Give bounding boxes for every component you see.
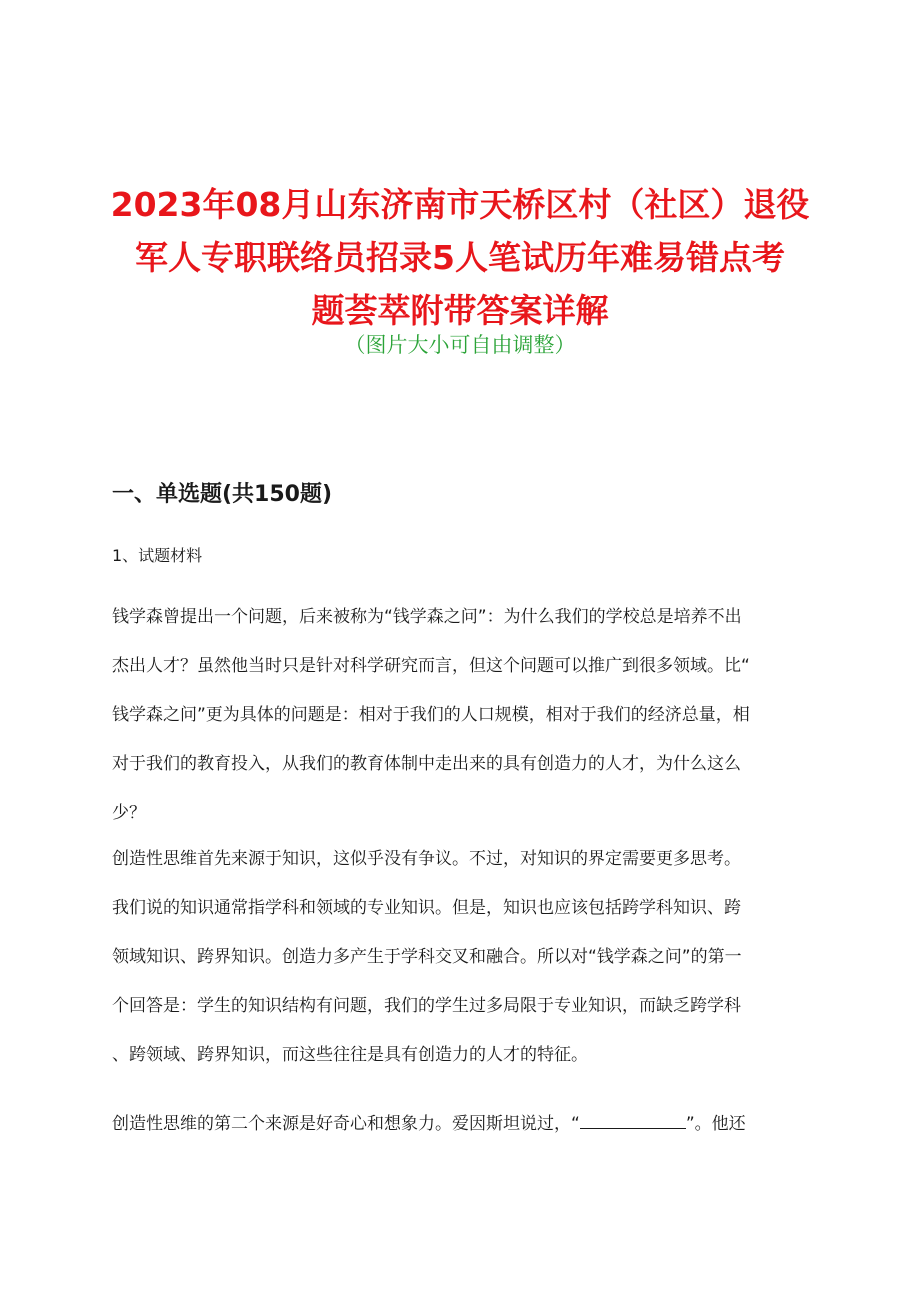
title-line-1: 2023年08月山东济南市天桥区村（社区）退役 <box>110 185 810 224</box>
paragraph-line: 、跨领域、跨界知识，而这些往往是具有创造力的人才的特征。 <box>112 1045 588 1065</box>
paragraph-1 <box>112 604 812 849</box>
fill-in-blank <box>580 1110 686 1129</box>
title-line-2: 军人专职联络员招录5人笔试历年难易错点考 <box>135 238 785 277</box>
paragraph-line: 钱学森之问”更为具体的问题是：相对于我们的人口规模，相对于我们的经济总量，相 <box>112 705 750 725</box>
title-line-3: 题荟萃附带答案详解 <box>311 291 609 330</box>
text-after-blank: ”。他还 <box>685 1114 746 1134</box>
paragraph-line: 个回答是：学生的知识结构有问题，我们的学生过多局限于专业知识，而缺乏跨学科 <box>112 996 741 1016</box>
paragraph-line: 对于我们的教育投入，从我们的教育体制中走出来的具有创造力的人才，为什么这么 <box>112 754 741 774</box>
question-label: 1、试题材料 <box>112 546 203 565</box>
document-title <box>100 178 820 337</box>
paragraph-2 <box>112 846 812 1091</box>
paragraph-line: 钱学森曾提出一个问题，后来被称为“钱学森之问”：为什么我们的学校总是培养不出 <box>112 607 742 627</box>
paragraph-line-with-blank <box>112 1110 812 1159</box>
paragraph-line: 杰出人才？虽然他当时只是针对科学研究而言，但这个问题可以推广到很多领域。比“ <box>112 656 750 676</box>
paragraph-3 <box>112 1110 812 1159</box>
text-before-blank: 创造性思维的第二个来源是好奇心和想象力。爱因斯坦说过，“ <box>112 1114 580 1134</box>
paragraph-line: 我们说的知识通常指学科和领域的专业知识。但是，知识也应该包括跨学科知识、跨 <box>112 898 741 918</box>
section-heading: 一、单选题(共150题) <box>112 482 333 507</box>
subtitle-note: （图片大小可自由调整） <box>344 333 576 357</box>
paragraph-line: 领域知识、跨界知识。创造力多产生于学科交叉和融合。所以对“钱学森之问”的第一 <box>112 947 742 967</box>
paragraph-line: 少？ <box>112 803 146 823</box>
paragraph-line: 创造性思维首先来源于知识，这似乎没有争议。不过，对知识的界定需要更多思考。 <box>112 849 741 869</box>
